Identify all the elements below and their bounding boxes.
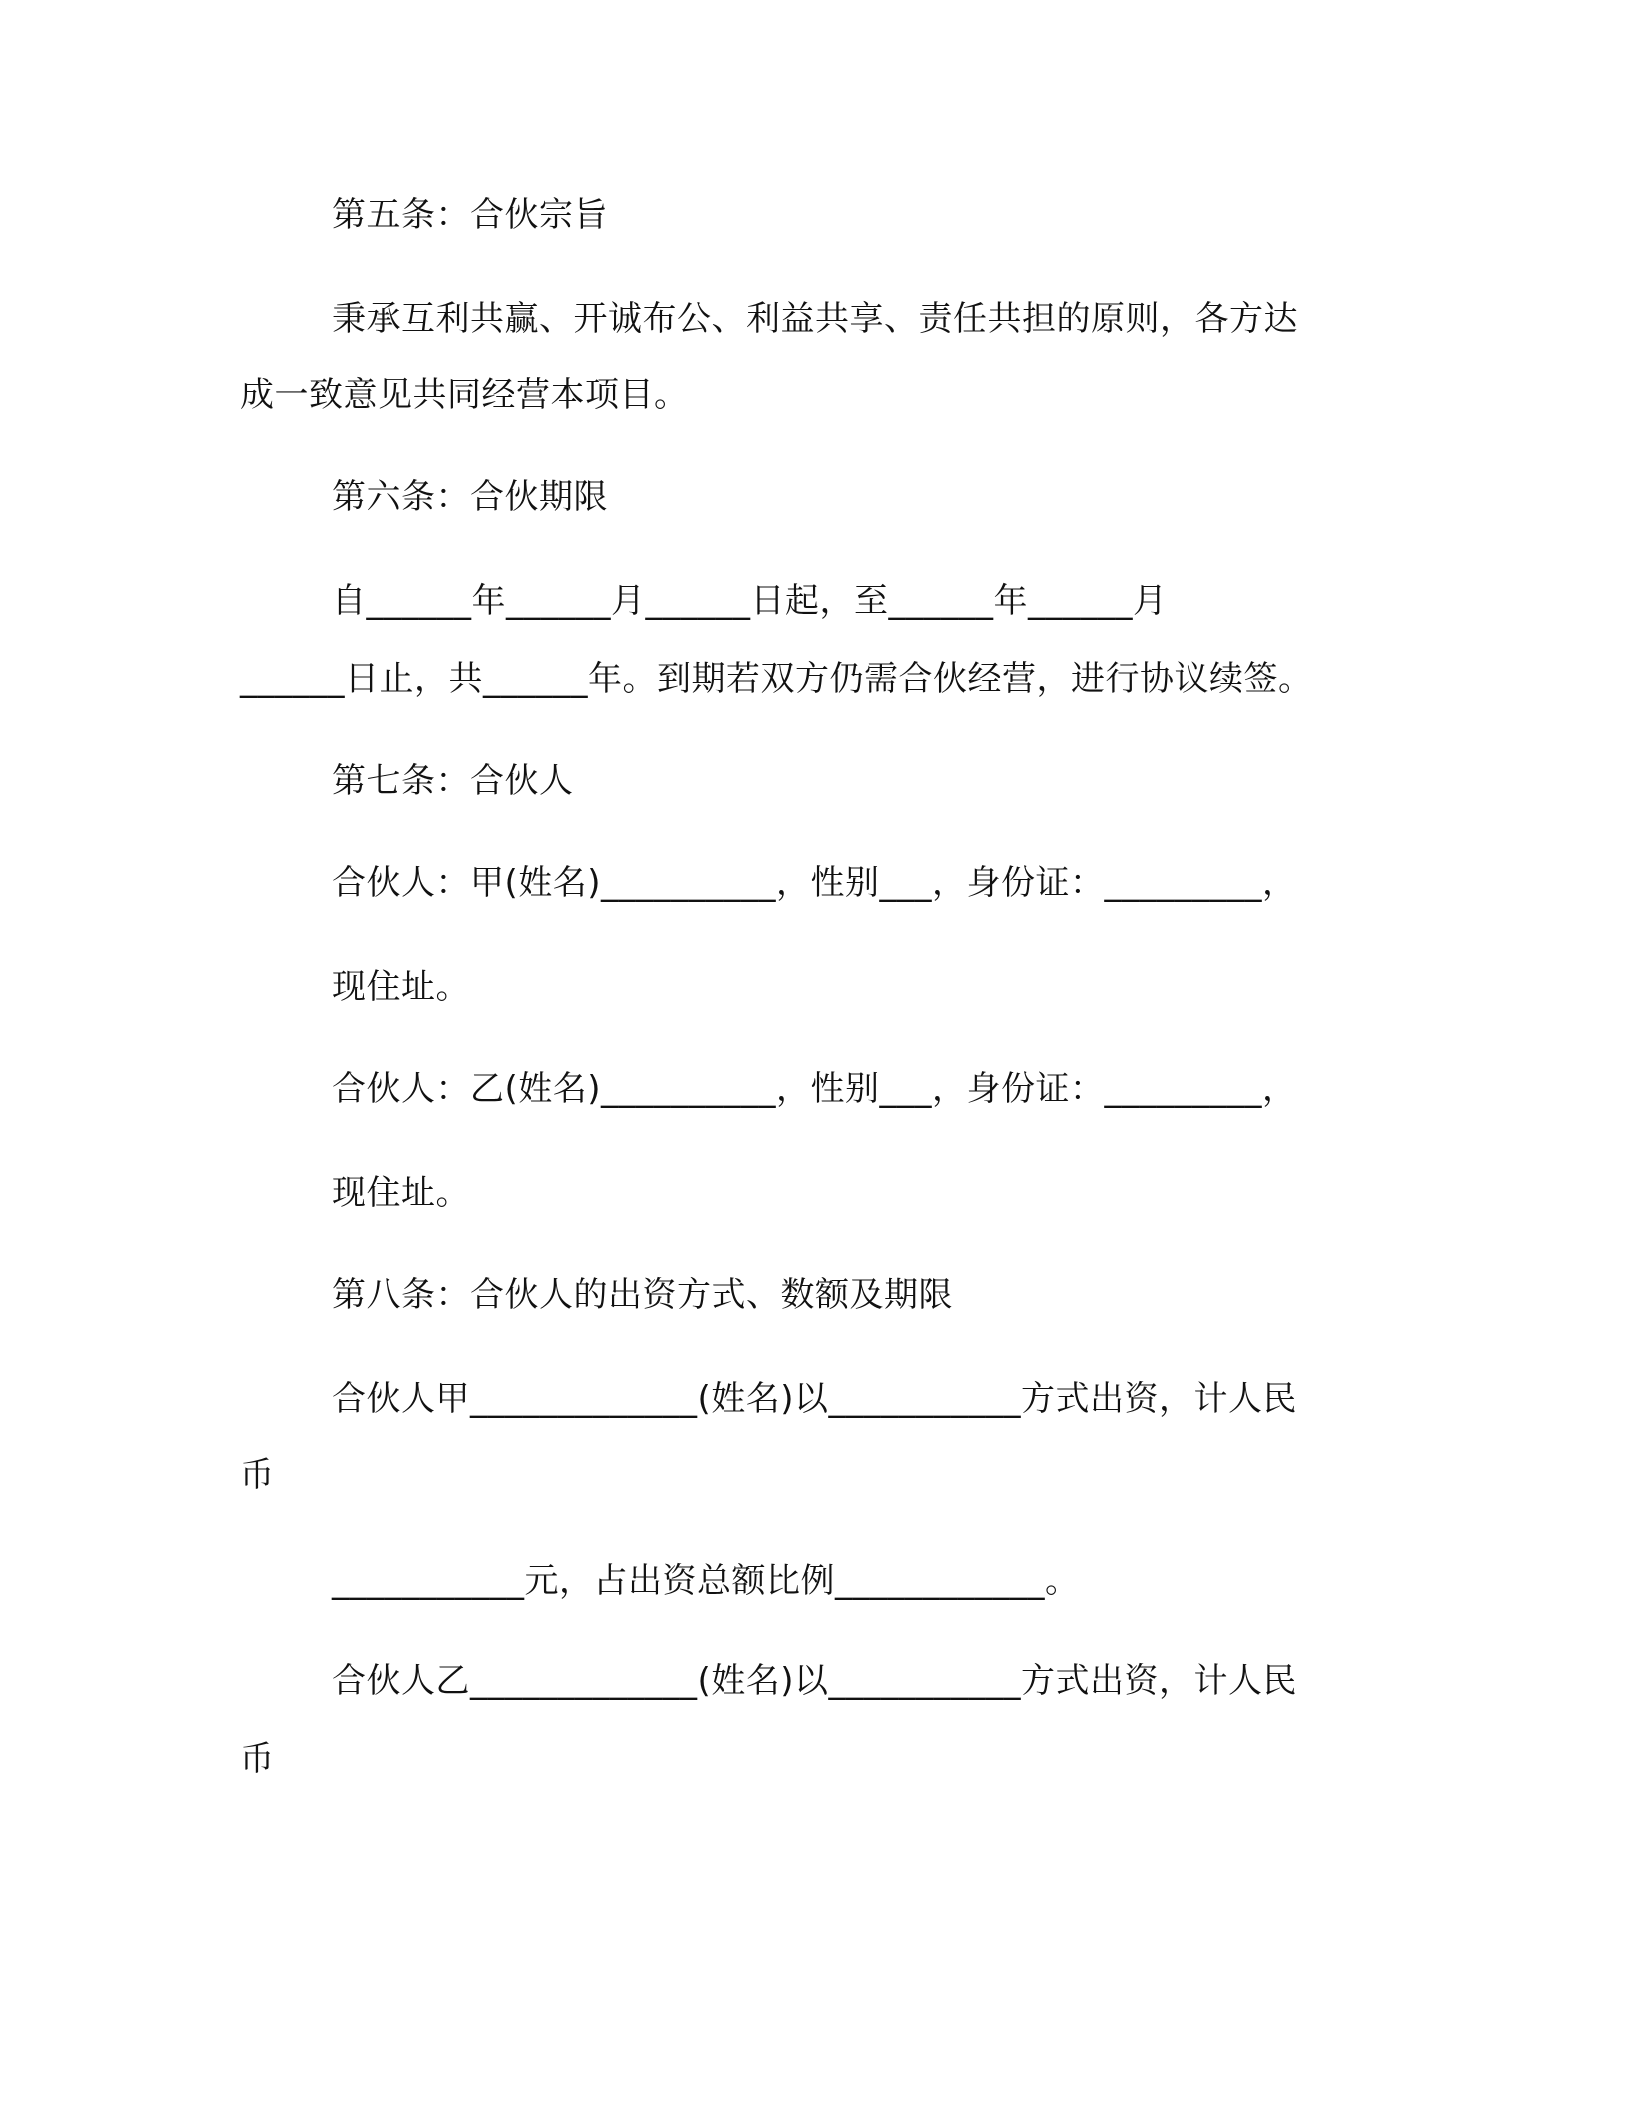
article-8-heading: 第八条：合伙人的出资方式、数额及期限: [332, 1275, 953, 1315]
article-8-partner-a-line-2: 币: [240, 1455, 275, 1495]
article-8-partner-a-line-3: ___________元，占出资总额比例____________。: [332, 1561, 1080, 1601]
article-5-body-line-2: 成一致意见共同经营本项目。: [240, 375, 689, 415]
article-5-body-line-1: 秉承互利共赢、开诚布公、利益共享、责任共担的原则，各方达: [332, 299, 1298, 339]
article-8-partner-b-line-1: 合伙人乙_____________(姓名)以___________方式出资，计人民: [332, 1661, 1298, 1701]
article-6-heading: 第六条：合伙期限: [332, 477, 608, 517]
article-8-partner-a-line-1: 合伙人甲_____________(姓名)以___________方式出资，计人民: [332, 1379, 1298, 1419]
partner-a-address: 现住址。: [332, 967, 470, 1007]
article-5-heading: 第五条：合伙宗旨: [332, 195, 608, 235]
article-7-heading: 第七条：合伙人: [332, 761, 574, 801]
article-6-body-line-2: ______日止，共______年。到期若双方仍需合伙经营，进行协议续签。: [240, 659, 1313, 699]
article-6-body-line-1: 自______年______月______日起，至______年______月: [332, 581, 1168, 621]
article-8-partner-b-line-2: 币: [240, 1739, 275, 1779]
partner-b-address: 现住址。: [332, 1173, 470, 1213]
partner-a-line: 合伙人：甲(姓名)__________，性别___，身份证：_________，: [332, 863, 1297, 903]
partner-b-line: 合伙人：乙(姓名)__________，性别___，身份证：_________，: [332, 1069, 1297, 1109]
